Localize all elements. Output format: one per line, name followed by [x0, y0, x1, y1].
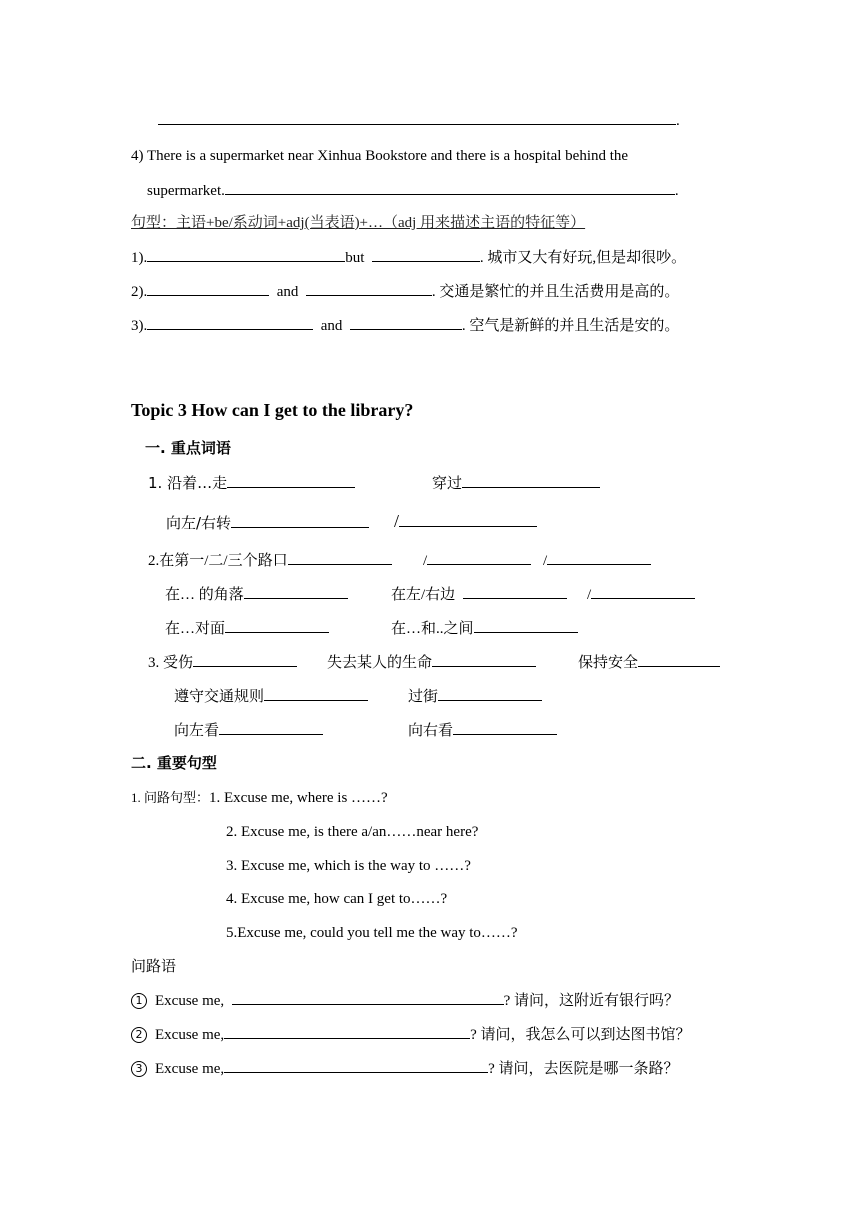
vocab-row-6b: 失去某人的生命 — [327, 652, 536, 673]
vocab-row-3b: / — [423, 550, 531, 571]
blank[interactable] — [147, 247, 345, 262]
blank[interactable] — [453, 720, 557, 735]
vocab-row-4: 在… 的角落 — [165, 584, 348, 605]
vocab-row-7b: 过街 — [408, 686, 542, 707]
circled-number: 3 — [131, 1061, 147, 1077]
vocab-row-4c: / — [587, 584, 695, 605]
asking-heading: 问路语 — [131, 959, 177, 975]
blank[interactable] — [224, 1058, 488, 1073]
asking-row-1: 1 Excuse me, ? 请问，这附近有银行吗？ — [131, 990, 679, 1011]
blank[interactable] — [225, 180, 675, 195]
blank[interactable] — [638, 652, 720, 667]
blank[interactable] — [219, 720, 323, 735]
blank[interactable] — [224, 1024, 470, 1039]
sentence-item-2: 2. Excuse me, is there a/an……near here? — [226, 824, 479, 840]
pattern-row-1: 1). but . 城市又大有好玩,但是却很吵。 — [131, 247, 686, 268]
sentences-heading: 二. 重要句型 — [131, 754, 217, 772]
sentence-item-4: 4. Excuse me, how can I get to……? — [226, 891, 448, 907]
blank[interactable] — [147, 281, 269, 296]
blank[interactable] — [227, 473, 355, 488]
blank[interactable] — [288, 550, 392, 565]
vocab-row-1b: 穿过 — [432, 473, 600, 493]
vocab-row-1: 1. 沿着…走 — [148, 473, 355, 493]
vocab-row-8b: 向右看 — [408, 720, 557, 741]
blank[interactable] — [225, 618, 329, 633]
exercise-item-4-cont: supermarket. . — [147, 180, 679, 201]
vocab-row-4b: 在左/右边 — [391, 584, 567, 605]
blank[interactable] — [432, 652, 536, 667]
blank[interactable] — [244, 584, 348, 599]
answer-line-0: . — [158, 110, 680, 131]
vocab-row-2b: / — [394, 511, 537, 531]
pattern-title: 句型：主语+be/系动词+adj(当表语)+…（adj 用来描述主语的特征等） — [131, 215, 586, 231]
sentence-item-5: 5.Excuse me, could you tell me the way to……? — [226, 925, 518, 941]
blank[interactable] — [474, 618, 578, 633]
blank[interactable] — [463, 584, 567, 599]
blank[interactable] — [232, 990, 504, 1005]
circled-number: 1 — [131, 993, 147, 1009]
blank[interactable] — [158, 110, 676, 125]
asking-row-2: 2 Excuse me, ? 请问，我怎么可以到达图书馆？ — [131, 1024, 691, 1045]
vocab-row-5b: 在…和..之间 — [391, 618, 578, 639]
asking-row-3: 3 Excuse me, ? 请问，去医院是哪一条路？ — [131, 1058, 679, 1079]
pattern-row-2: 2). and . 交通是繁忙的并且生活费用是高的。 — [131, 281, 679, 302]
blank[interactable] — [427, 550, 531, 565]
vocab-row-8: 向左看 — [174, 720, 323, 741]
blank[interactable] — [591, 584, 695, 599]
circled-number: 2 — [131, 1027, 147, 1043]
blank[interactable] — [264, 686, 368, 701]
vocab-row-2: 向左/右转 — [166, 513, 369, 533]
sentence-item-3: 3. Excuse me, which is the way to ……? — [226, 858, 471, 874]
exercise-item-4: 4) There is a supermarket near Xinhua Bookstore and there is a hospital behind the — [131, 148, 629, 164]
vocab-row-7: 遵守交通规则 — [174, 686, 368, 707]
blank[interactable] — [438, 686, 542, 701]
vocab-row-3: 2.在第一/二/三个路口 — [148, 550, 392, 571]
pattern-row-3: 3). and . 空气是新鲜的并且生活是安的。 — [131, 315, 679, 336]
blank[interactable] — [350, 315, 462, 330]
vocab-row-6c: 保持安全 — [578, 652, 720, 673]
blank[interactable] — [547, 550, 651, 565]
sentence-item-1: 1. 问路句型：1. Excuse me, where is ……? — [131, 790, 388, 806]
blank[interactable] — [147, 315, 313, 330]
blank[interactable] — [306, 281, 432, 296]
vocab-row-5: 在…对面 — [165, 618, 329, 639]
blank[interactable] — [399, 512, 537, 527]
blank[interactable] — [193, 652, 297, 667]
vocab-row-3c: / — [543, 550, 651, 571]
vocab-row-6: 3. 受伤 — [148, 652, 297, 673]
vocab-heading: 一. 重点词语 — [145, 439, 231, 457]
topic-title: Topic 3 How can I get to the library? — [131, 400, 414, 420]
blank[interactable] — [231, 513, 369, 528]
blank[interactable] — [462, 473, 600, 488]
blank[interactable] — [372, 247, 480, 262]
